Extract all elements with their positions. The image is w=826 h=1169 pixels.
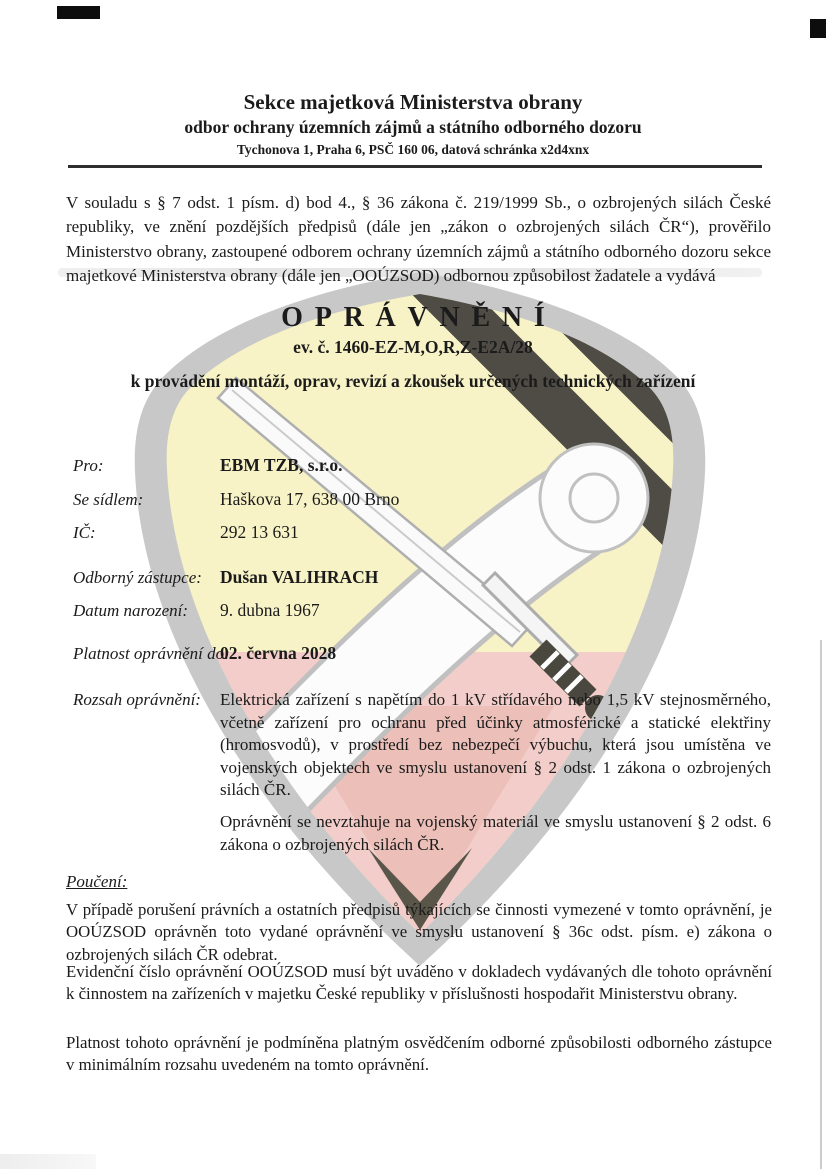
address-line: Tychonova 1, Praha 6, PSČ 160 06, datová schránka x2d4xnx	[236, 142, 590, 157]
letterhead	[0, 90, 826, 158]
scan-mark-top-right	[810, 19, 826, 38]
field-label-platnost: Platnost oprávnění do:	[73, 644, 230, 663]
field-label-pro: Pro:	[73, 456, 104, 475]
field-value-ic: 292 13 631	[220, 522, 299, 542]
scan-mark-top-left	[57, 6, 100, 19]
field-value-sidlo: Haškova 17, 638 00 Brno	[220, 489, 400, 509]
field-label-zastupce: Odborný zástupce:	[73, 568, 202, 587]
pouceni-paragraph-1: V případě porušení právních a ostatních předpisů týkajících se činnosti vymezené v tomto oprávnění, je OOÚZSOD oprávněn toto vydané oprávnění ve smyslu ustanovení § 36c odst. písm. e) zákona o ozbrojených silách ČR odebrat.	[66, 900, 772, 964]
field-value-rozsah: Elektrická zařízení s napětím do 1 kV střídavého nebo 1,5 kV stejnosměrného, včetně zařízení pro ochranu před účinky atmosférické a statické elektřiny (hromosvodů), v prostředí bez nebezpečí výbuchu, která jsou umístěna ve vojenských objektech ve smyslu ustanovení § 2 odst. 1 zákona o ozbrojených silách ČR.	[220, 690, 771, 800]
org-name: Sekce majetková Ministerstva obrany	[243, 90, 583, 114]
field-value-pro: EBM TZB, s.r.o.	[220, 455, 343, 475]
authorization-title: OPRÁVNĚNÍ	[281, 302, 557, 333]
field-label-narozeni: Datum narození:	[73, 601, 189, 620]
field-value-narozeni: 9. dubna 1967	[220, 600, 320, 620]
field-value-platnost: 02. června 2028	[220, 643, 337, 663]
header-rule	[68, 165, 762, 168]
field-label-ic: IČ:	[73, 523, 96, 542]
dept-name: odbor ochrany územních zájmů a státního odborného dozoru	[184, 117, 642, 137]
title-block	[0, 301, 826, 392]
intro-paragraph: V souladu s § 7 odst. 1 písm. d) bod 4., § 36 zákona č. 219/1999 Sb., o ozbrojených silách České republiky, ve znění pozdějších předpisů (dále jen „zákon o ozbrojených silách ČR“), prověřilo Ministerstvo obrany, zastoupené odborem ochrany územních zájmů a státního odborného dozoru sekce majetkové Ministerstva obrany (dále jen „OOÚZSOD) odbornou způsobilost žadatele a vydává	[66, 193, 771, 286]
scope-note: Oprávnění se nevztahuje na vojenský materiál ve smyslu ustanovení § 2 odst. 6 zákona o ozbrojených silách ČR.	[220, 812, 771, 854]
field-value-zastupce: Dušan VALIHRACH	[220, 567, 379, 587]
evidence-number: ev. č. 1460-EZ-M,O,R,Z-E2A/28	[293, 337, 533, 357]
field-label-sidlo: Se sídlem:	[73, 490, 144, 509]
pouceni-paragraph-3: Platnost tohoto oprávnění je podmíněna platným osvědčením odborné způsobilosti odborného zástupce v minimálním rozsahu uvedeném na tomto oprávnění.	[66, 1033, 772, 1075]
pouceni-heading: Poučení:	[66, 872, 128, 891]
scan-edge-line	[820, 640, 822, 1169]
pouceni-paragraph-2: Evidenční číslo oprávnění OOÚZSOD musí být uváděno v dokladech vydávaných dle tohoto oprávnění k činnostem na zařízeních v majetku České republiky v příslušnosti hospodařit Ministerstvu obrany.	[66, 962, 772, 1004]
field-label-rozsah: Rozsah oprávnění:	[73, 690, 201, 709]
authorization-subtitle: k provádění montáží, oprav, revizí a zkoušek určených technických zařízení	[130, 371, 696, 391]
